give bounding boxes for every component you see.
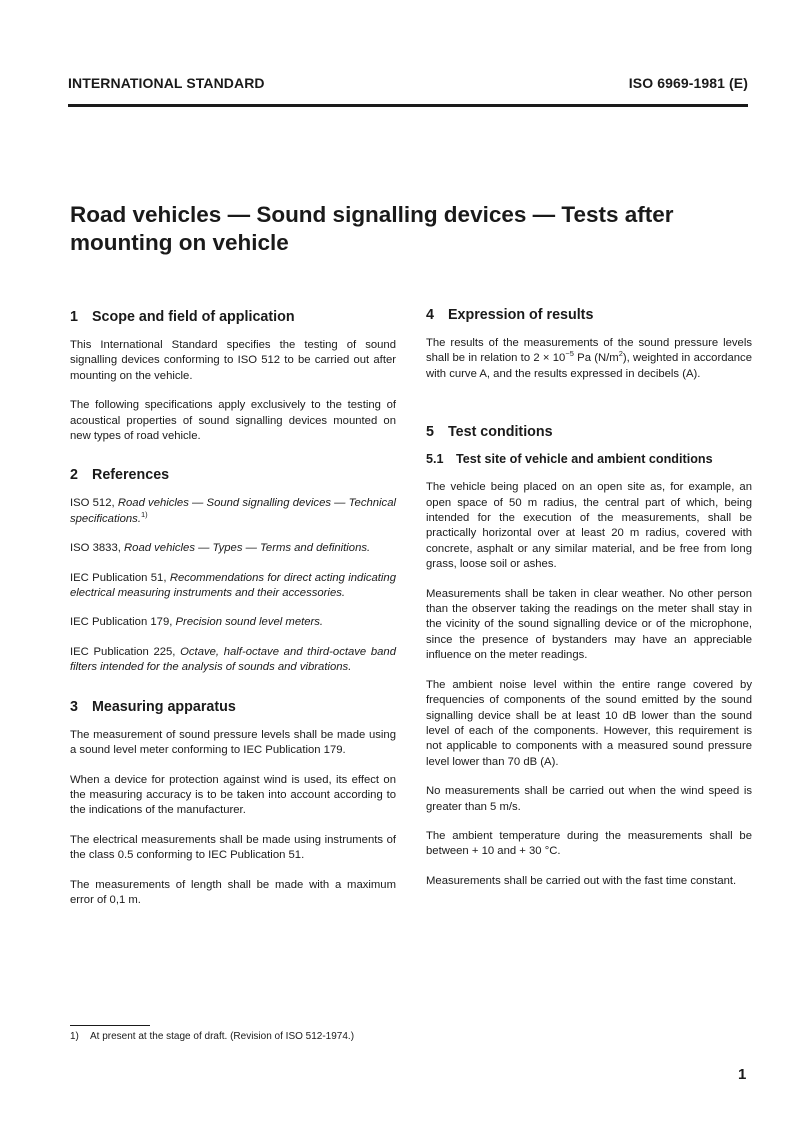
- section-title: References: [92, 467, 170, 484]
- section-number: 4: [426, 307, 434, 323]
- reference-item: [70, 645, 396, 676]
- paragraph: The measurement of sound pressure levels shall be made using a sound level meter conforming to IEC Publication 179.: [70, 728, 396, 757]
- section-title: Expression of results: [448, 307, 594, 323]
- section-5-heading: [426, 423, 752, 441]
- paragraph: Measurements shall be taken in clear weather. No other person than the observer taking the readings on the meter shall stay in the vicinity of the sound signalling device or of the microphone, since the presence of bystanders may have an appreciable influence on the meter readings.: [426, 587, 752, 662]
- footnote-mark: 1): [70, 1031, 79, 1042]
- right-column: [426, 306, 752, 889]
- footnote-text: At present at the stage of draft. (Revision of ISO 512-1974.): [90, 1031, 355, 1042]
- paragraph: The ambient noise level within the entire range covered by frequencies of components of the sound emitted by the sound signalling device shall be at least 10 dB lower than the sound level of each of the components. However, this requirement is not applicable to components with a measured sound pressure level lower than 70 dB (A).: [426, 678, 752, 768]
- superscript: 2: [618, 349, 623, 359]
- section-4-heading: [426, 306, 752, 324]
- reference-prefix: IEC Publication 179,: [70, 616, 173, 629]
- section-title: Test conditions: [448, 424, 553, 441]
- reference-title: Recommendations for direct acting indicating electrical measuring instruments and their accessories.: [70, 571, 396, 600]
- reference-title: Road vehicles — Types — Terms and definitions.: [124, 542, 371, 555]
- subsection-number: 5.1: [426, 452, 444, 467]
- page-number: 1: [738, 1066, 747, 1083]
- section-2-heading: [70, 466, 396, 484]
- left-column: [70, 308, 396, 908]
- reference-item: [70, 615, 396, 630]
- section-title: Measuring apparatus: [92, 698, 236, 715]
- subsection-5-1-heading: [426, 451, 752, 467]
- section-3-heading: [70, 698, 396, 716]
- paragraph: The following specifications apply exclusively to the testing of acoustical properties of sound signalling devices mounted on new types of road vehicle.: [70, 399, 396, 443]
- section-title: Scope and field of application: [92, 309, 295, 325]
- paragraph: The vehicle being placed on an open site as, for example, an open space of 50 m radius, the central part of which, being intended for the execution of the measurements, shall be practically horizontal over at least 20 m radius, covered with concrete, asphalt or any similar material, and be free from long grass, loose soil or ashes.: [426, 481, 752, 571]
- header-right: ISO 6969-1981 (E): [628, 75, 748, 91]
- reference-title: Octave, half-octave and third-octave band filters intended for the analysis of sounds and vibrations.: [70, 645, 397, 674]
- footnote: [70, 1031, 354, 1042]
- section-number: 3: [70, 698, 78, 715]
- reference-item: [70, 541, 396, 556]
- paragraph: The electrical measurements shall be made using instruments of the class 0.5 conforming to IEC Publication 51.: [70, 833, 396, 862]
- superscript: −5: [565, 349, 574, 359]
- reference-item: [70, 571, 396, 602]
- footnote-marker: 1): [140, 509, 148, 519]
- reference-prefix: IEC Publication 225,: [70, 645, 176, 658]
- header-rule: [68, 104, 748, 107]
- text-run: ), weighted in accordance with curve A, and the results expressed in decibels (A).: [426, 352, 752, 380]
- text-run: Pa (N/m: [573, 352, 619, 365]
- paragraph: [426, 336, 752, 382]
- subsection-title: Test site of vehicle and ambient conditions: [456, 452, 713, 467]
- paragraph: Measurements shall be carried out with the fast time constant.: [426, 874, 737, 887]
- section-number: 2: [70, 467, 78, 484]
- title-line-2: mounting on vehicle: [70, 230, 289, 255]
- reference-prefix: IEC Publication 51,: [70, 571, 167, 584]
- reference-prefix: ISO 3833,: [70, 542, 121, 555]
- title-line-1: Road vehicles — Sound signalling devices — Tests after: [70, 202, 674, 227]
- document-title: [70, 201, 760, 257]
- header-left: INTERNATIONAL STANDARD: [68, 75, 265, 91]
- reference-item: [70, 496, 396, 527]
- reference-prefix: ISO 512,: [70, 497, 115, 510]
- section-1-heading: [70, 308, 396, 326]
- paragraph: The measurements of length shall be made with a maximum error of 0,1 m.: [70, 878, 396, 906]
- text-run: The results of the measurements of the sound pressure levels shall be in relation to 2 × 10: [426, 337, 752, 365]
- footnote-rule: [70, 1025, 150, 1026]
- section-number: 1: [70, 309, 78, 325]
- paragraph: The ambient temperature during the measurements shall be between + 10 and + 30 °C.: [426, 829, 752, 858]
- paragraph: When a device for protection against wind is used, its effect on the measuring accuracy is to be taken into account according to the indications of the manufacturer.: [70, 773, 396, 817]
- reference-title: Precision sound level meters.: [175, 616, 324, 629]
- paragraph: This International Standard specifies the testing of sound signalling devices conforming to ISO 512 to be carried out after mounting on the vehicle.: [70, 339, 396, 382]
- section-number: 5: [426, 424, 434, 441]
- paragraph: No measurements shall be carried out when the wind speed is greater than 5 m/s.: [426, 785, 752, 813]
- reference-title: Road vehicles — Sound signalling devices — Technical specifications.: [70, 497, 396, 525]
